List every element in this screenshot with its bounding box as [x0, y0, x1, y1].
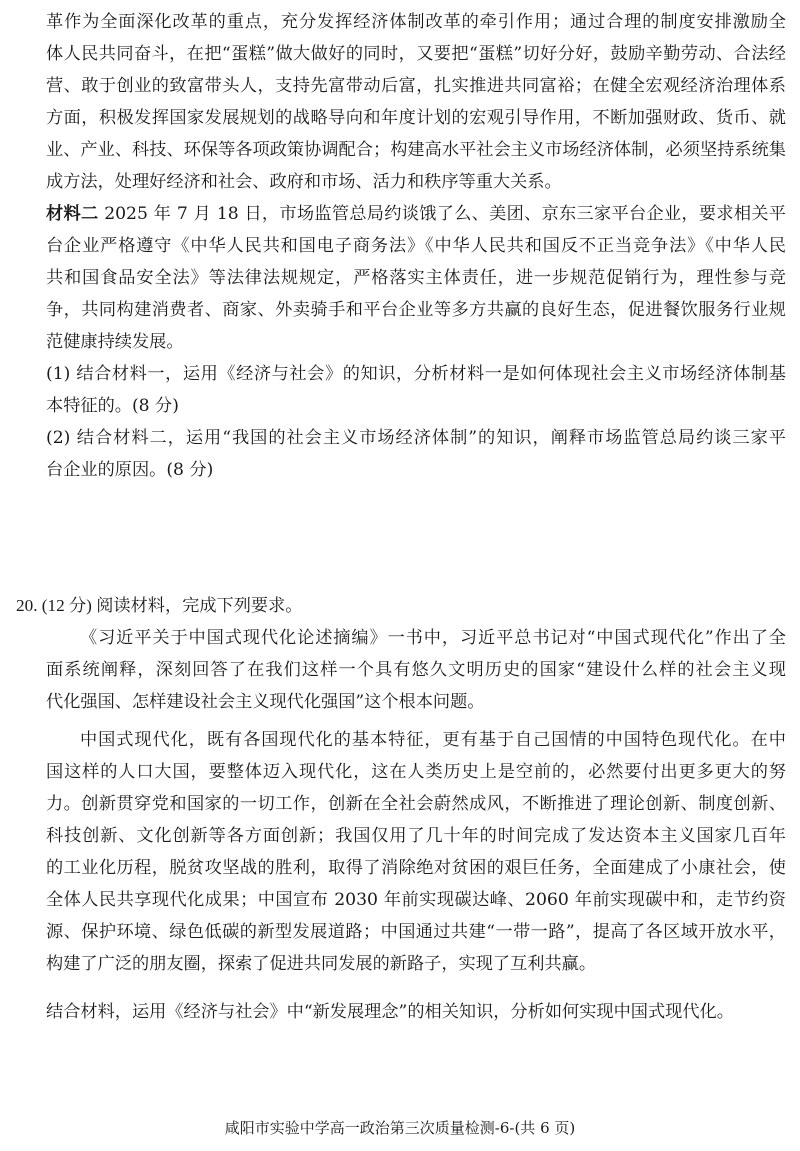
material-label: 材料二 [46, 204, 99, 224]
text-line: 《习近平关于中国式现代化论述摘编》一书中，习近平总书记对“中国式现代化”作出了全 [80, 628, 786, 648]
subquestion-2-line: (2) 结合材料二，运用“我国的社会主义市场经济体制”的知识，阐释市场监管总局约谈三家平 [46, 428, 786, 448]
text-line: 范健康持续发展。 [46, 332, 184, 352]
text-line: 革作为全面深化改革的重点，充分发挥经济体制改革的牵引作用；通过合理的制度安排激励全 [46, 12, 786, 32]
text-line: 业、产业、科技、环保等各项政策协调配合；构建高水平社会主义市场经济体制，必须坚持系统集 [46, 140, 786, 160]
page-footer: 咸阳市实验中学高一政治第三次质量检测-6-(共 6 页) [224, 1119, 576, 1137]
text-line [46, 198, 786, 230]
text-line: 共和国食品安全法》等法律法规规定，严格落实主体责任，进一步规范促销行为，理性参与竞 [46, 268, 786, 288]
text-line: 中国式现代化，既有各国现代化的基本特征，更有基于自己国情的中国特色现代化。在中 [80, 730, 786, 750]
subquestion-1-line: (1) 结合材料一，运用《经济与社会》的知识，分析材料一是如何体现社会主义市场经济体制基 [46, 364, 786, 384]
question-20-paragraph-two [46, 724, 786, 980]
text-line: 构建了广泛的朋友圈，探索了促进共同发展的新路子，实现了互利共赢。 [46, 954, 597, 974]
text-line: 争，共同构建消费者、商家、外卖骑手和平台企业等多方共赢的良好生态，促进餐饮服务行业规 [46, 300, 786, 320]
text-line: 代化强国、怎样建设社会主义现代化强国”这个根本问题。 [46, 692, 485, 712]
question-20-paragraph-one [46, 622, 786, 718]
text-line: 国这样的人口大国，要整体迈入现代化，这在人类历史上是空前的，必然要付出更多更大的努 [46, 762, 786, 782]
text-line: 面系统阐释，深刻回答了在我们这样一个具有悠久文明历史的国家“建设什么样的社会主义现 [46, 660, 786, 680]
question-20-requirement: 结合材料，运用《经济与社会》中“新发展理念”的相关知识，分析如何实现中国式现代化。 [46, 1002, 734, 1022]
text-line: 科技创新、文化创新等各方面创新；我国仅用了几十年的时间完成了发达资本主义国家几百年 [46, 826, 786, 846]
material-one-continuation [46, 6, 786, 198]
text-line: 的工业化历程，脱贫攻坚战的胜利，取得了消除绝对贫困的艰巨任务，全面建成了小康社会，使 [46, 858, 786, 878]
text-line: 台企业严格遵守《中华人民共和国电子商务法》《中华人民共和国反不正当竞争法》《中华人民 [46, 236, 786, 256]
subquestion-2-line: 台企业的原因。(8 分) [46, 460, 214, 480]
question-20-requirement-block [46, 996, 786, 1028]
text-line: 力。创新贯穿党和国家的一切工作，创新在全社会蔚然成风，不断推进了理论创新、制度创新、 [46, 794, 786, 814]
question-19-subquestions [46, 358, 786, 486]
text-span: 2025 年 7 月 18 日，市场监管总局约谈饿了么、美团、京东三家平台企业，要求相关平 [98, 204, 786, 224]
material-two [46, 198, 786, 358]
text-line: 体人民共同奋斗，在把“蛋糕”做大做好的同时，又要把“蛋糕”切好分好，鼓励辛勤劳动、合法经 [46, 44, 786, 64]
text-line: 成方法，处理好经济和社会、政府和市场、活力和秩序等重大关系。 [46, 172, 562, 192]
question-20-heading: 20. (12 分) 阅读材料，完成下列要求。 [16, 596, 303, 615]
question-20-heading-block [16, 590, 786, 622]
text-line: 方面，积极发挥国家发展规划的战略导向和年度计划的宏观引导作用，不断加强财政、货币、就 [46, 108, 786, 128]
text-line: 源、保护环境、绿色低碳的新型发展道路；中国通过共建“一带一路”，提高了各区域开放水平， [46, 922, 786, 942]
subquestion-1-line: 本特征的。(8 分) [46, 396, 179, 416]
text-line: 营、敢于创业的致富带头人，支持先富带动后富，扎实推进共同富裕；在健全宏观经济治理体系 [46, 76, 786, 96]
text-line: 全体人民共享现代化成果；中国宣布 2030 年前实现碳达峰、2060 年前实现碳中和，走节约资 [46, 890, 786, 910]
